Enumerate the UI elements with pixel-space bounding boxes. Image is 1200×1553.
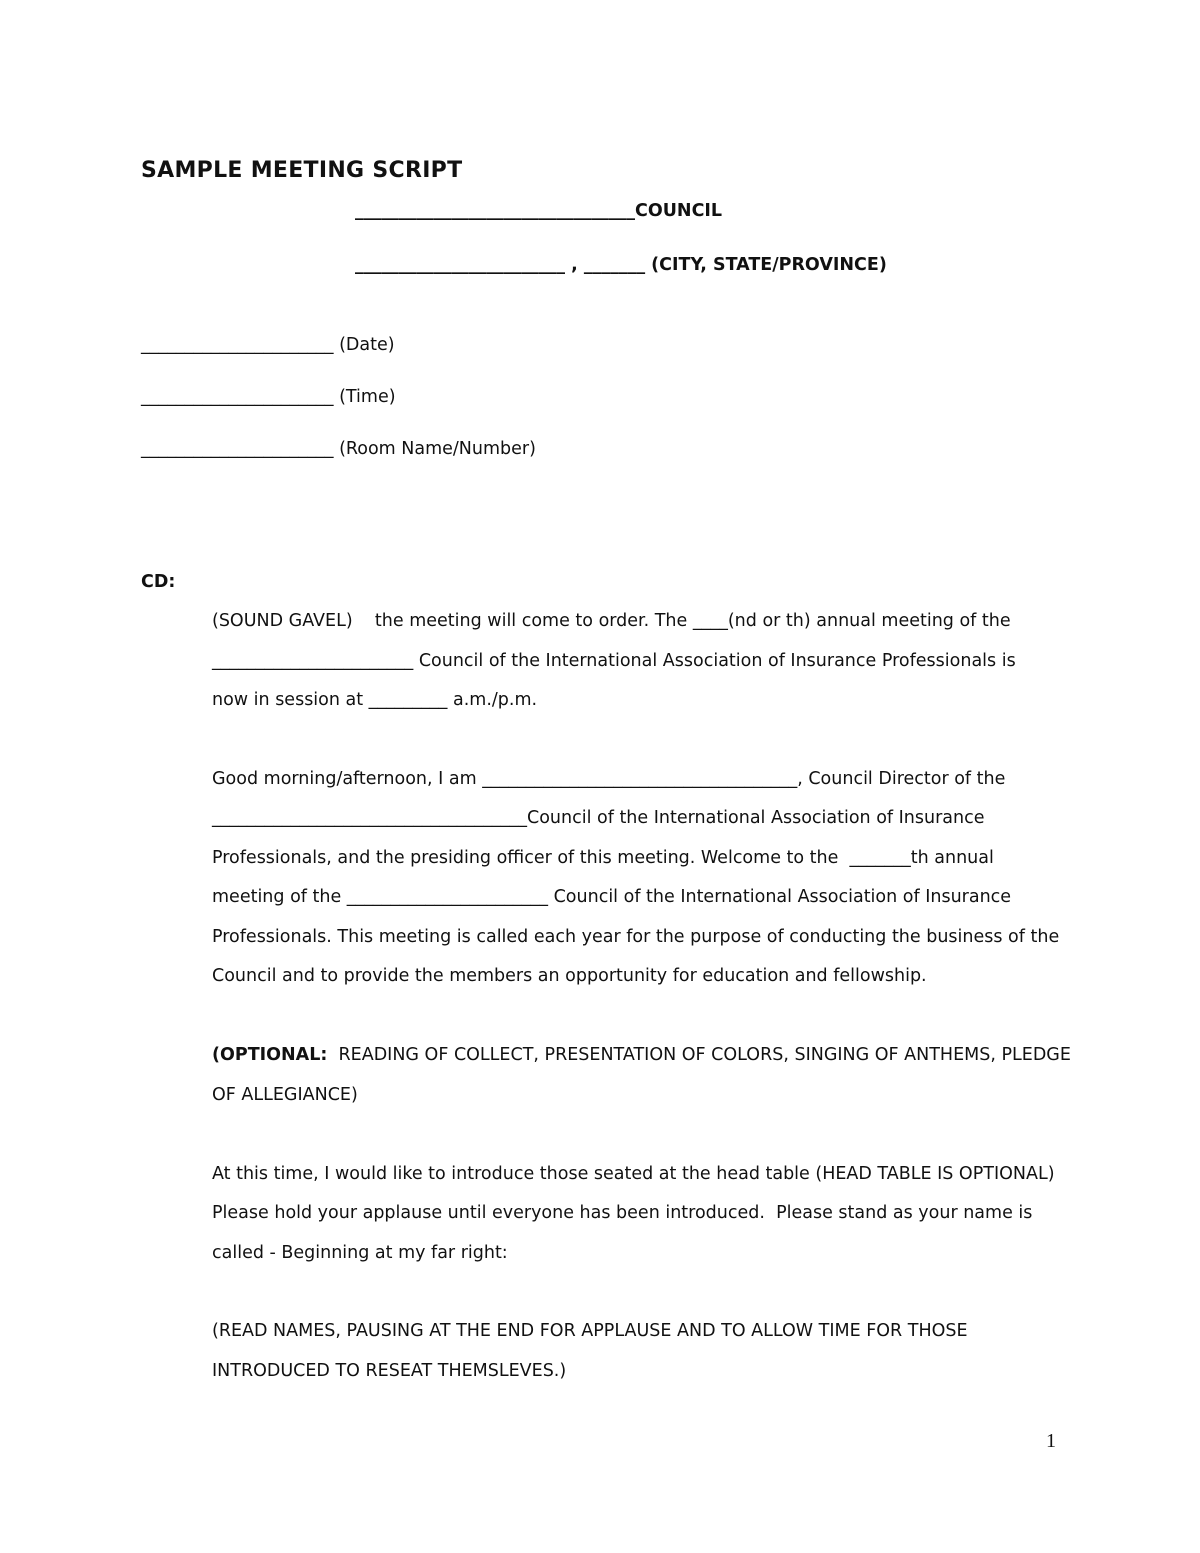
paragraph-3-line-1 [212, 1045, 1071, 1065]
city-state-line: ________________________ , _______ (CITY, STATE/PROVINCE) [355, 255, 887, 275]
council-line: ________________________________COUNCIL [355, 201, 723, 221]
time-line: ______________________ (Time) [141, 387, 396, 407]
paragraph-5-line-2: INTRODUCED TO RESEAT THEMSLEVES.) [212, 1361, 567, 1381]
optional-label: (OPTIONAL: [212, 1045, 328, 1065]
paragraph-2-line-3: Professionals, and the presiding officer of this meeting. Welcome to the _______th annual [212, 848, 994, 868]
paragraph-2-line-4: meeting of the _______________________ Council of the International Association of Insurance [212, 887, 1012, 907]
paragraph-2-line-2: ____________________________________Council of the International Association of Insurance [212, 808, 985, 828]
document-title: SAMPLE MEETING SCRIPT [141, 158, 463, 183]
paragraph-2-line-6: Council and to provide the members an opportunity for education and fellowship. [212, 966, 927, 986]
paragraph-2-line-1: Good morning/afternoon, I am ____________________________________, Council Director of the [212, 769, 1006, 789]
paragraph-3-line-2: OF ALLEGIANCE) [212, 1085, 358, 1105]
optional-items: READING OF COLLECT, PRESENTATION OF COLORS, SINGING OF ANTHEMS, PLEDGE [327, 1045, 1071, 1065]
paragraph-4-line-1: At this time, I would like to introduce those seated at the head table (HEAD TABLE IS OPTIONAL) [212, 1164, 1055, 1184]
paragraph-4-line-3: called - Beginning at my far right: [212, 1243, 508, 1263]
paragraph-1-line-1: (SOUND GAVEL) the meeting will come to order. The ____(nd or th) annual meeting of the [212, 611, 1011, 631]
paragraph-1-line-2: _______________________ Council of the International Association of Insurance Professionals is [212, 651, 1016, 671]
paragraph-5-line-1: (READ NAMES, PAUSING AT THE END FOR APPLAUSE AND TO ALLOW TIME FOR THOSE [212, 1321, 968, 1341]
room-line: ______________________ (Room Name/Number) [141, 439, 536, 459]
paragraph-1-line-3: now in session at _________ a.m./p.m. [212, 690, 538, 710]
date-line: ______________________ (Date) [141, 335, 395, 355]
speaker-label: CD: [141, 572, 176, 592]
paragraph-4-line-2: Please hold your applause until everyone has been introduced. Please stand as your name is [212, 1203, 1033, 1223]
page-number: 1 [1046, 1430, 1056, 1452]
paragraph-2-line-5: Professionals. This meeting is called each year for the purpose of conducting the business of the [212, 927, 1060, 947]
